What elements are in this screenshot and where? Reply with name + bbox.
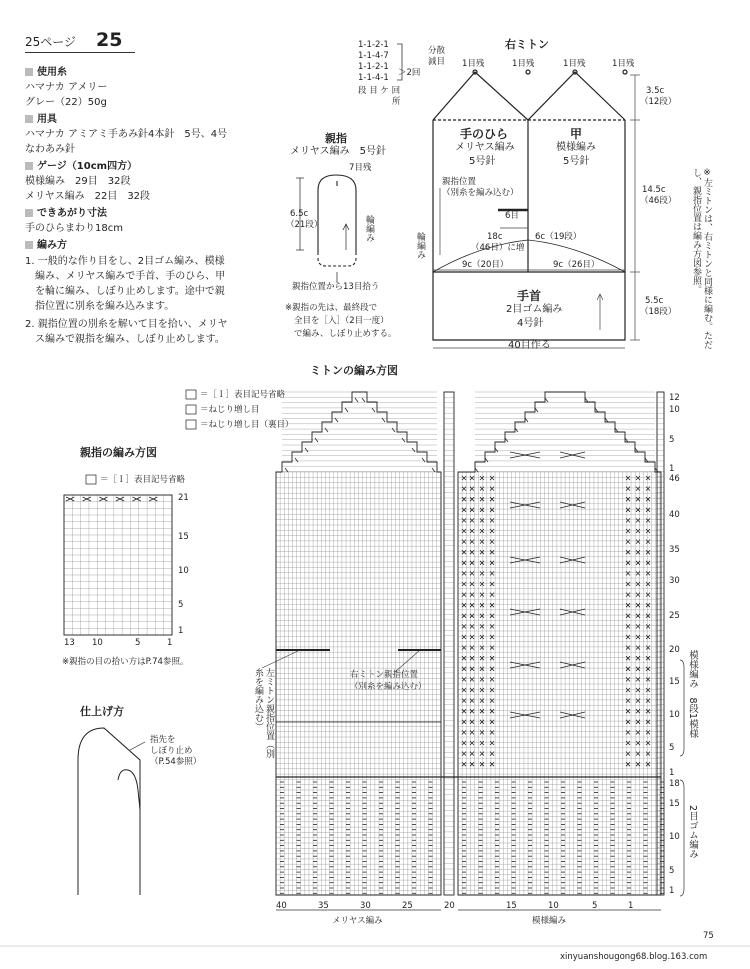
y-tick: 15 [669,677,680,687]
decrease-times: ＞2回 [398,68,421,78]
dim-label: （46段） [640,196,677,206]
thumb-y-tick: 10 [178,566,189,576]
bottom-label-pattern: 模様編み [532,916,567,926]
thumb-body [318,175,356,255]
right-width-label: 9c（26目） [553,260,600,270]
cuff-sub: 4号針 [517,318,544,329]
mitten-body [433,120,625,340]
thumb-x-tick: 10 [92,638,103,648]
thumb-chart-frame [64,495,172,635]
y-tick: 18 [669,779,680,789]
thumb-rows: （21段） [286,220,323,230]
tools-line2: なわあみ針 [25,144,75,155]
thumb-title: 親指 [325,132,347,145]
page-number: 25 [96,29,123,51]
thumb-round-label: 輪編み [364,215,374,242]
x-tick: 40 [276,901,287,911]
method-line: 2. 親指位置の別糸を解いて目を拾い、メリヤ [25,319,228,330]
mitten-chart-grid [276,392,664,895]
palm-sub: 5号針 [469,156,496,167]
method-line: 1. 一般的な作り目をし、2目ゴム編み、模様 [25,256,225,267]
x-tick: 10 [548,901,559,911]
remain-label: 1目残 [563,59,586,69]
legend-boxes [86,390,196,484]
method-title: 編み方 [37,240,67,251]
mitten-outline [433,70,627,340]
thumb-y-tick: 1 [178,626,184,636]
decrease-label: 分散 [428,46,446,56]
increase-curve [433,240,625,272]
decrease-footer: 所 [358,97,401,107]
legend-item: ＝ねじり増し目 [200,405,260,415]
increase-label: 18c [487,232,503,242]
thumb-chart-title: 親指の編み方図 [80,446,157,459]
dim-label: 3.5c [646,86,665,96]
legend-item: ＝ねじり増し目（裏目） [200,420,294,430]
right-thumb-position: 右ミトン親指位置 [350,670,419,680]
method-line: 編み、メリヤス編みで手首、手のひら、甲 [25,271,226,282]
y-tick: 15 [669,799,680,809]
x-tick: 35 [318,901,329,911]
tools-line1: ハマナカ アミアミ手あみ針4本針 5号、4号 [25,129,228,140]
mitten-chart-title: ミトンの編み方図 [310,364,398,377]
cast-on-label: 40目作る [508,340,551,351]
size-title: できあがり寸法 [37,208,107,219]
thumb-chart-note: ※親指の目の拾い方はP.74参照。 [62,657,189,667]
dim-label: 5.5c [645,296,664,306]
thumb-x-tick: 13 [64,638,75,648]
y-tick: 10 [669,710,680,720]
pattern-side-label: 模様編み 8段1模様 [687,650,698,739]
thumb-chart-legend: ＝［Ｉ］表目記号省略 [100,475,186,485]
edge-column [657,392,664,895]
method-line: を輪に編み、しぼり止めします。途中で親 [25,286,225,297]
mitten-title: 右ミトン [505,38,549,51]
y-tick: 35 [669,545,680,555]
y-tick: 1 [669,886,675,896]
back-title: 甲 [570,127,583,141]
thumb-position-label: （別糸を編み込む） [442,188,519,198]
y-tick: 40 [669,510,680,520]
mitten-top [433,72,625,120]
back-sub: 5号針 [563,156,590,167]
thumb-x-tick: 5 [135,638,141,648]
x-tick: 30 [360,901,371,911]
size-line1: 手のひらまわり18cm [25,223,123,234]
point [526,70,530,74]
y-tick: 5 [669,743,675,753]
gauge-line1: 模様編み 29目 32段 [25,176,131,187]
y-tick: 12 [669,393,680,403]
page-label: 25ページ [25,35,77,49]
mitten-chart-frame [276,392,664,895]
y-tick: 25 [669,611,680,621]
thumb-chart-symbols [66,497,157,501]
finishing-label: （P.54参照） [150,757,202,767]
y-tick: 20 [669,645,680,655]
decrease-row: 1-1-2-1 [358,62,389,72]
x-tick: 20 [444,901,455,911]
left-mitten-note: ※左ミトンは、右ミトンと同様に編む。ただし、親指位置は編み方図参照。 [691,168,712,349]
method-line: 指位置に別糸を編み込みます。 [25,301,175,312]
thumb-note: 全目を［入］（2目一度） [294,316,389,326]
thumb-position-label: 親指位置 [442,177,477,187]
decrease-label: 減目 [428,57,446,67]
finishing-label: 指先を [150,735,176,745]
six-stitch-label: 6目 [505,211,519,221]
back-sub: 模様編み [556,142,596,153]
thumb-subtitle: メリヤス編み 5号針 [290,146,386,157]
cuff-sub: 2目ゴム編み [506,304,563,315]
legend-item: ＝［Ｉ］表目記号省略 [200,390,286,400]
point [623,70,627,74]
left-thumb-position: 左ミトン親指位置（別糸を編み込む） [253,668,274,758]
gauge-line2: メリヤス編み 22目 32段 [25,191,151,202]
remain-label: 1目残 [612,59,635,69]
right-thumb-position: （別糸を編み込む） [350,682,427,692]
palm-title: 手のひら [460,127,509,141]
y-tick: 1 [669,464,675,474]
left-width-label: 9c（20目） [462,260,509,270]
y-tick: 5 [669,435,675,445]
thumb-pick-label: 親指位置から13目拾う [292,282,380,292]
y-tick: 30 [669,576,680,586]
mitten-sketch-body [78,728,140,895]
cuff-title: 手首 [517,289,542,303]
method-line: ス編みで親指を編み、しぼり止めします。 [25,334,225,345]
y-tick: 46 [669,474,680,484]
y-tick: 1 [669,768,675,778]
decrease-footer: 段 目 ケ 回 [358,86,401,96]
yarn-line2: グレー（22）50g [25,97,107,108]
remain-label: 1目残 [462,59,485,69]
decrease-bracket [397,44,402,80]
x-tick: 5 [592,901,598,911]
thumb-y-tick: 21 [178,493,189,503]
x-tick: 1 [628,901,634,911]
thumb-top-label: 7目残 [349,163,372,173]
increase-label: （46目）に増 [471,243,525,253]
finishing-sketch [78,728,145,895]
thumb-base [318,258,356,266]
dimension-lines [433,75,640,348]
palm-sub: メリヤス編み [455,142,515,153]
thumb-note: ※親指の先は、最終段で [285,303,378,313]
y-tick: 10 [669,405,680,415]
thumb-note: で編み、しぼり止めする。 [294,329,397,339]
decrease-row: 1-1-4-7 [358,51,389,61]
thumb-x-tick: 1 [167,638,173,648]
round-knit-label: 輪編み [415,232,425,259]
decrease-row: 1-1-2-1 [358,40,389,50]
footer-url: xinyuanshougong68.blog.163.com [560,952,708,962]
decrease-row: 1-1-4-1 [358,73,389,83]
rib-side-label: 2目ゴム編み [687,805,698,859]
dim-label: （18段） [640,307,677,317]
edge-column [444,392,454,895]
tools-title: 用具 [37,114,57,125]
thumb-height: 6.5c [290,209,309,219]
thumb-sketch [118,770,140,810]
thumb-outline [296,175,356,283]
thumb-chart-grid [64,495,172,635]
six-cm-label: 6c（19段） [535,232,582,242]
x-tick: 15 [506,901,517,911]
bottom-label-stockinette: メリヤス編み [332,916,383,926]
dim-label: 14.5c [642,185,666,195]
finishing-label: しぼり止め [150,746,193,756]
dim-label: （12段） [640,97,677,107]
x-tick: 25 [402,901,413,911]
y-tick: 10 [669,832,680,842]
y-tick: 5 [669,866,675,876]
thumb-y-tick: 5 [178,600,184,610]
footer-page-number: 75 [703,931,714,941]
finishing-title: 仕上げ方 [80,705,124,718]
right-chart-frame [458,392,661,895]
yarn-line1: ハマナカ アメリー [25,82,108,93]
remain-label: 1目残 [512,59,535,69]
thumb-y-tick: 15 [178,532,189,542]
gauge-title: ゲージ（10cm四方） [37,161,138,172]
yarn-title: 使用糸 [37,67,67,78]
